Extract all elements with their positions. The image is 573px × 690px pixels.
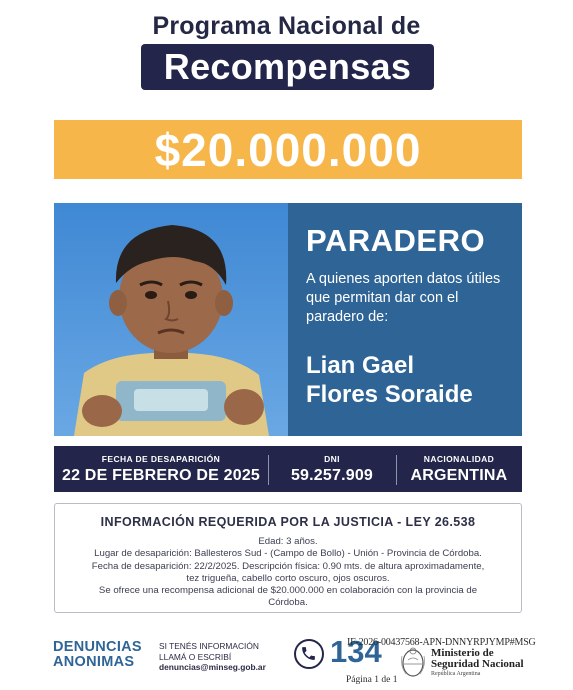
nationality-value: ARGENTINA [410,467,508,484]
date-label: FECHA DE DESAPARICIÓN [101,454,221,464]
ministry-line2: Seguridad Nacional [431,658,524,670]
details-bar [54,446,522,492]
contact-line1: SI TENÉS INFORMACIÓN [159,641,259,651]
name-last: Flores Soraide [306,381,473,408]
date-value: 22 DE FEBRERO DE 2025 [61,467,261,484]
nationality-label: NACIONALIDAD [423,454,495,464]
justice-line: Fecha de desaparición: 22/2/2025. Descripción física: 0.90 mts. de altura aproximadamente, [91,560,485,572]
justice-line: Lugar de desaparición: Ballesteros Sud - (Campo de Bollo) - Unión - Provincia de Córdoba. [94,548,482,560]
justice-info-box [54,503,522,613]
ministry-line1: Ministerio de [431,647,494,659]
panel-description: A quienes aporten datos útiles que permitan dar con el paradero de: [306,271,501,325]
dni-value: 59.257.909 [290,467,374,484]
dni [268,446,396,492]
justice-title: INFORMACIÓN REQUERIDA POR LA JUSTICIA - LEY 26.538 [100,515,476,529]
contact-email[interactable]: denuncias@minseg.gob.ar [159,662,266,672]
anonymous-reports [53,640,142,670]
page-number: Página 1 de 1 [346,675,398,685]
document-id-stamp: IF-2026-00437568-APN-DNNYRPJYMP#MSG [347,637,536,648]
program-badge: Recompensas [141,44,434,90]
justice-line: Edad: 3 años. [258,536,318,547]
name-first: Lian Gael [306,352,415,379]
argentina-shield-icon [400,646,426,678]
justice-line: Se ofrece una recompensa adicional de $20.000.000 en colaboración con la provincia de [98,585,478,597]
contact-line2: LLAMÁ O ESCRIBÍ [159,651,232,662]
contact-info [159,641,266,673]
missing-person-name [306,351,518,409]
justice-line: Córdoba. [268,597,308,609]
justice-line: tez trigueña, cabello corto oscuro, ojos oscuros. [186,572,390,584]
ministry-line3: República Argentina [431,671,481,677]
denuncias-line2: ANONIMAS [53,654,135,670]
hotline-number[interactable]: 134 [330,634,382,669]
justice-body [67,536,509,610]
missing-person-photo [54,203,288,436]
phone-icon [294,639,324,669]
panel-title: PARADERO [306,223,486,258]
denuncias-line1: DENUNCIAS [53,639,142,655]
program-title: Programa Nacional de [152,12,421,40]
reward-amount: $20.000.000 [54,120,522,179]
whereabouts-panel [288,203,522,436]
dni-label: DNI [324,454,340,464]
disappearance-date [54,446,268,492]
nationality [396,446,522,492]
ministry-logo-text [431,648,524,678]
